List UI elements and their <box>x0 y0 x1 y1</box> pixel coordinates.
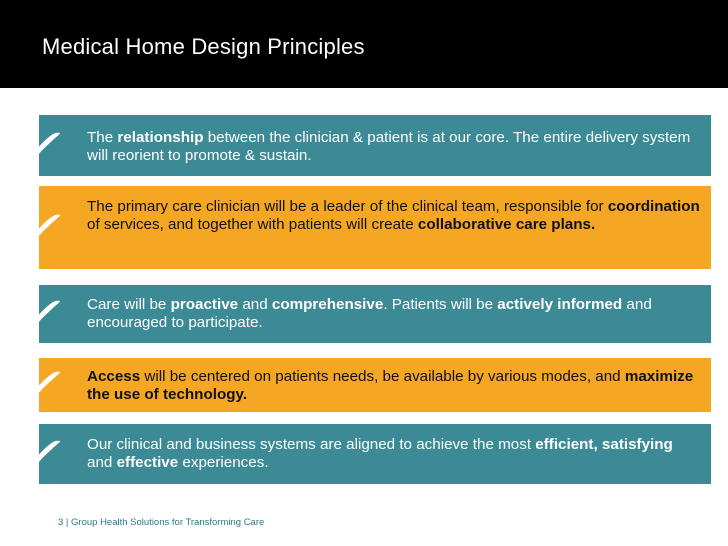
emphasis-text: coordination <box>607 198 700 215</box>
body-text: The <box>87 129 118 146</box>
emphasis-text: maximize the use of technology. <box>87 368 694 403</box>
checkmark-icon: ✔ <box>25 290 59 336</box>
emphasis-text: proactive <box>170 296 239 313</box>
checkmark-icon: ✔ <box>25 430 59 476</box>
emphasis-text: relationship <box>117 129 204 146</box>
slide-footer: 3 | Group Health Solutions for Transforming Care <box>58 517 265 528</box>
body-text: Care will be <box>87 296 171 313</box>
principle-box-access <box>25 358 711 412</box>
body-text: The primary care clinician will be a leader of the clinical team, responsible for <box>87 198 608 215</box>
emphasis-text: comprehensive <box>271 296 384 313</box>
emphasis-text: efficient, satisfying <box>535 436 673 453</box>
body-text: will be centered on patients needs, be available by various modes, and <box>140 368 625 385</box>
body-text: Our clinical and business systems are aligned to achieve the most <box>87 436 536 453</box>
emphasis-text: Access <box>87 368 141 385</box>
principle-text <box>87 129 701 165</box>
body-text: experiences. <box>178 454 269 471</box>
principle-text <box>87 198 701 234</box>
emphasis-text: actively informed <box>497 296 623 313</box>
principle-box-relationship <box>25 115 711 176</box>
body-text: . Patients will be <box>383 296 498 313</box>
body-text: and <box>87 454 117 471</box>
body-text: of services, and together with patients will create <box>87 216 418 233</box>
principle-text <box>87 368 701 404</box>
body-text: and <box>238 296 272 313</box>
slide-header <box>0 0 728 88</box>
slide-title: Medical Home Design Principles <box>42 34 365 59</box>
emphasis-text: collaborative care plans. <box>417 216 596 233</box>
emphasis-text: effective <box>116 454 179 471</box>
principle-box-proactive <box>25 285 711 343</box>
principle-box-coordination <box>25 186 711 269</box>
body-text: between the clinician & patient is at our core. The entire delivery system will reorient to promote & sustain. <box>87 129 691 164</box>
checkmark-icon: ✔ <box>25 122 59 168</box>
checkmark-icon: ✔ <box>25 204 59 250</box>
principle-box-systems <box>25 424 711 484</box>
checkmark-icon: ✔ <box>25 361 59 407</box>
principle-text <box>87 296 701 332</box>
body-text: and encouraged to participate. <box>87 296 652 331</box>
principle-text <box>87 436 701 472</box>
